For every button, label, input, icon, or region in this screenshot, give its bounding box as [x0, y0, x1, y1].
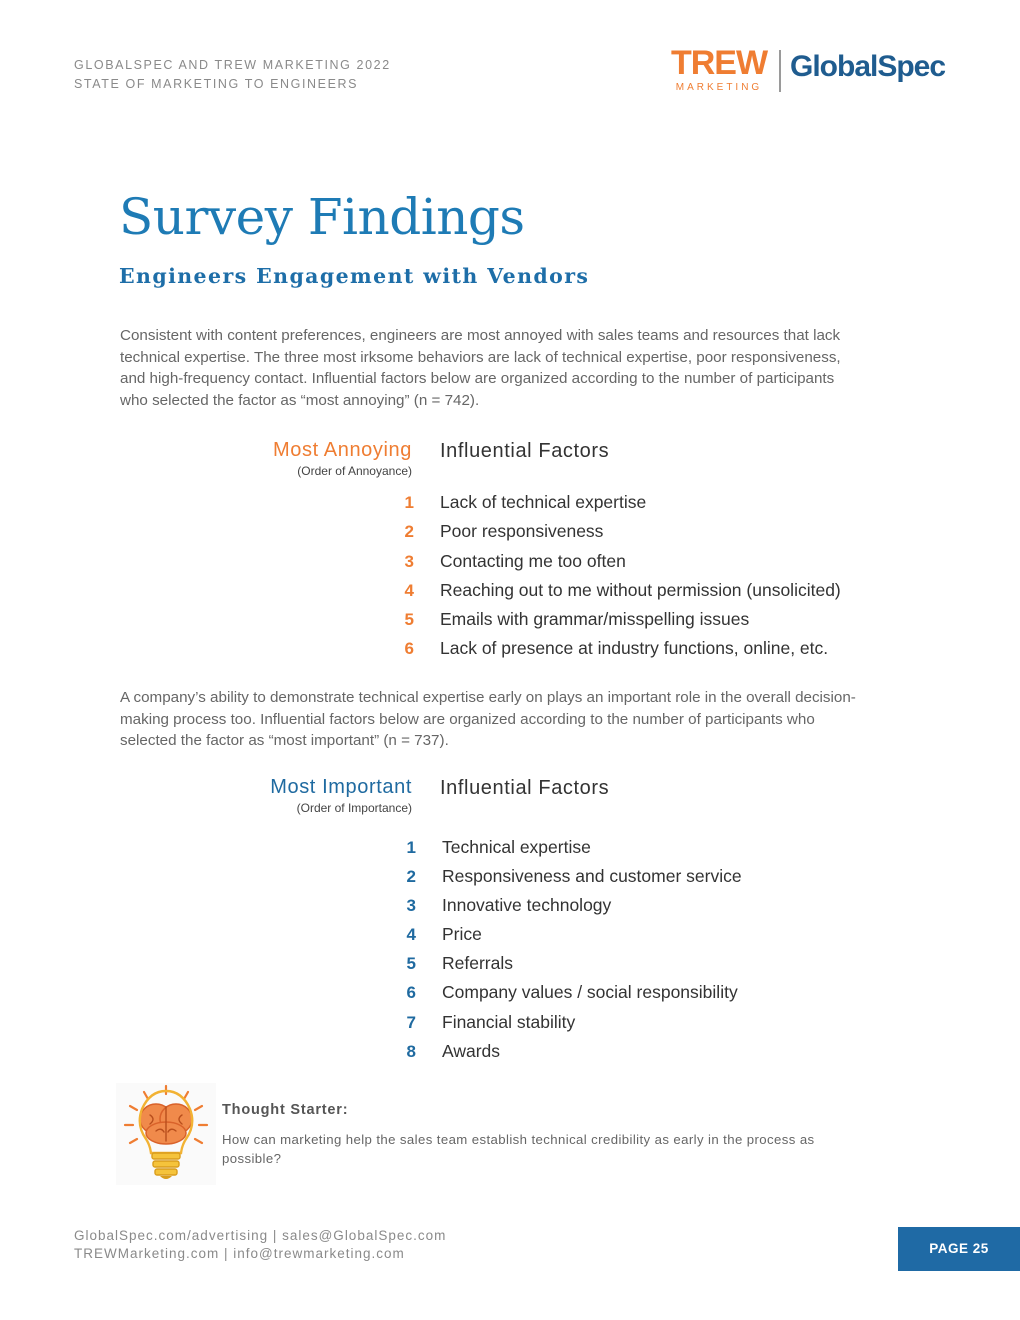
rank-number: 6 — [406, 983, 416, 1003]
lightbulb-brain-svg — [116, 1083, 216, 1185]
report-header — [74, 56, 391, 94]
list-item — [382, 891, 902, 920]
most-annoying-heading — [170, 439, 412, 478]
list-item — [382, 862, 902, 891]
intro-paragraph: Consistent with content preferences, engineers are most annoyed with sales teams and resources that lack technical expertise. The three most irksome behaviors are lack of technical expertise, poor responsiveness, and high-frequency contact. Influential factors below are organized according to the number of participants who selected the factor as “most annoying” (n = 742). — [120, 327, 841, 409]
rank-number: 1 — [406, 838, 416, 857]
factor-text: Lack of presence at industry functions, online, etc. — [440, 638, 829, 659]
list-item — [382, 833, 902, 862]
factor-text: Financial stability — [442, 1011, 576, 1032]
thought-starter-title: Thought Starter: — [222, 1102, 349, 1118]
logo-divider — [779, 50, 781, 92]
footer-line-1: GlobalSpec.com/advertising | sales@GlobalSpec.com — [74, 1228, 447, 1243]
most-important-subtitle: (Order of Importance) — [296, 801, 412, 815]
list-item — [380, 488, 900, 517]
factor-text: Reaching out to me without permission (unsolicited) — [440, 579, 841, 600]
factor-text: Innovative technology — [442, 895, 612, 916]
trew-logo-sub: MARKETING — [675, 82, 763, 93]
header-line-1: GLOBALSPEC AND TREW MARKETING 2022 — [74, 58, 391, 72]
factor-text: Company values / social responsibility — [442, 982, 738, 1003]
factor-text: Awards — [442, 1040, 501, 1061]
rank-number: 6 — [404, 639, 414, 659]
list-item — [382, 1037, 902, 1066]
rank-number: 4 — [406, 925, 416, 945]
trew-marketing-logo — [668, 46, 770, 93]
list-item — [382, 1008, 902, 1037]
rank-number: 1 — [404, 493, 414, 512]
rank-number: 4 — [404, 580, 414, 600]
trew-logo-word: TREW — [670, 44, 768, 82]
annoying-factors-list — [380, 488, 900, 664]
page-subtitle: Engineers Engagement with Vendors — [119, 264, 590, 288]
factor-text: Price — [442, 924, 482, 945]
footer-contacts — [74, 1227, 446, 1263]
thought-starter-text: How can marketing help the sales team establish technical credibility as early in the process as possible? — [222, 1132, 815, 1166]
logos — [668, 46, 958, 96]
most-annoying-title: Most Annoying — [273, 439, 412, 461]
rank-number: 2 — [404, 522, 414, 542]
most-important-heading — [170, 776, 412, 815]
factor-text: Referrals — [442, 953, 513, 974]
rank-number: 2 — [406, 867, 416, 887]
list-item — [380, 605, 900, 634]
annoying-factors-heading: Influential Factors — [440, 440, 610, 462]
lightbulb-brain-icon — [116, 1083, 216, 1185]
footer-line-2: TREWMarketing.com | info@trewmarketing.com — [74, 1246, 405, 1261]
most-annoying-subtitle: (Order of Annoyance) — [297, 464, 412, 478]
list-item — [382, 949, 902, 978]
rank-number: 3 — [406, 896, 416, 916]
rank-number: 3 — [404, 551, 414, 571]
header-line-2: STATE OF MARKETING TO ENGINEERS — [74, 77, 359, 91]
list-item — [380, 576, 900, 605]
list-item — [382, 920, 902, 949]
list-item — [380, 634, 900, 663]
rank-number: 5 — [404, 610, 414, 630]
importance-paragraph: A company’s ability to demonstrate technical expertise early on plays an important role in the overall decision-making process too. Influential factors below are organized according to the number of participants who selected the factor as “most important” (n = 737). — [120, 689, 856, 750]
rank-number: 8 — [406, 1041, 416, 1061]
important-factors-heading: Influential Factors — [440, 777, 610, 799]
factor-text: Technical expertise — [442, 837, 591, 857]
factor-text: Emails with grammar/misspelling issues — [440, 609, 750, 630]
globalspec-logo: GlobalSpec — [790, 50, 946, 83]
list-item — [382, 978, 902, 1007]
page-number-badge: PAGE 25 — [898, 1227, 1020, 1271]
page-title: Survey Findings — [119, 188, 525, 246]
rank-number: 5 — [406, 954, 416, 974]
most-important-title: Most Important — [270, 776, 412, 798]
list-item — [380, 517, 900, 546]
factor-text: Poor responsiveness — [440, 521, 604, 542]
factor-text: Lack of technical expertise — [440, 492, 647, 512]
factor-text: Contacting me too often — [440, 550, 626, 571]
list-item — [380, 547, 900, 576]
factor-text: Responsiveness and customer service — [442, 866, 742, 887]
rank-number: 7 — [406, 1012, 416, 1032]
important-factors-list — [382, 833, 902, 1066]
